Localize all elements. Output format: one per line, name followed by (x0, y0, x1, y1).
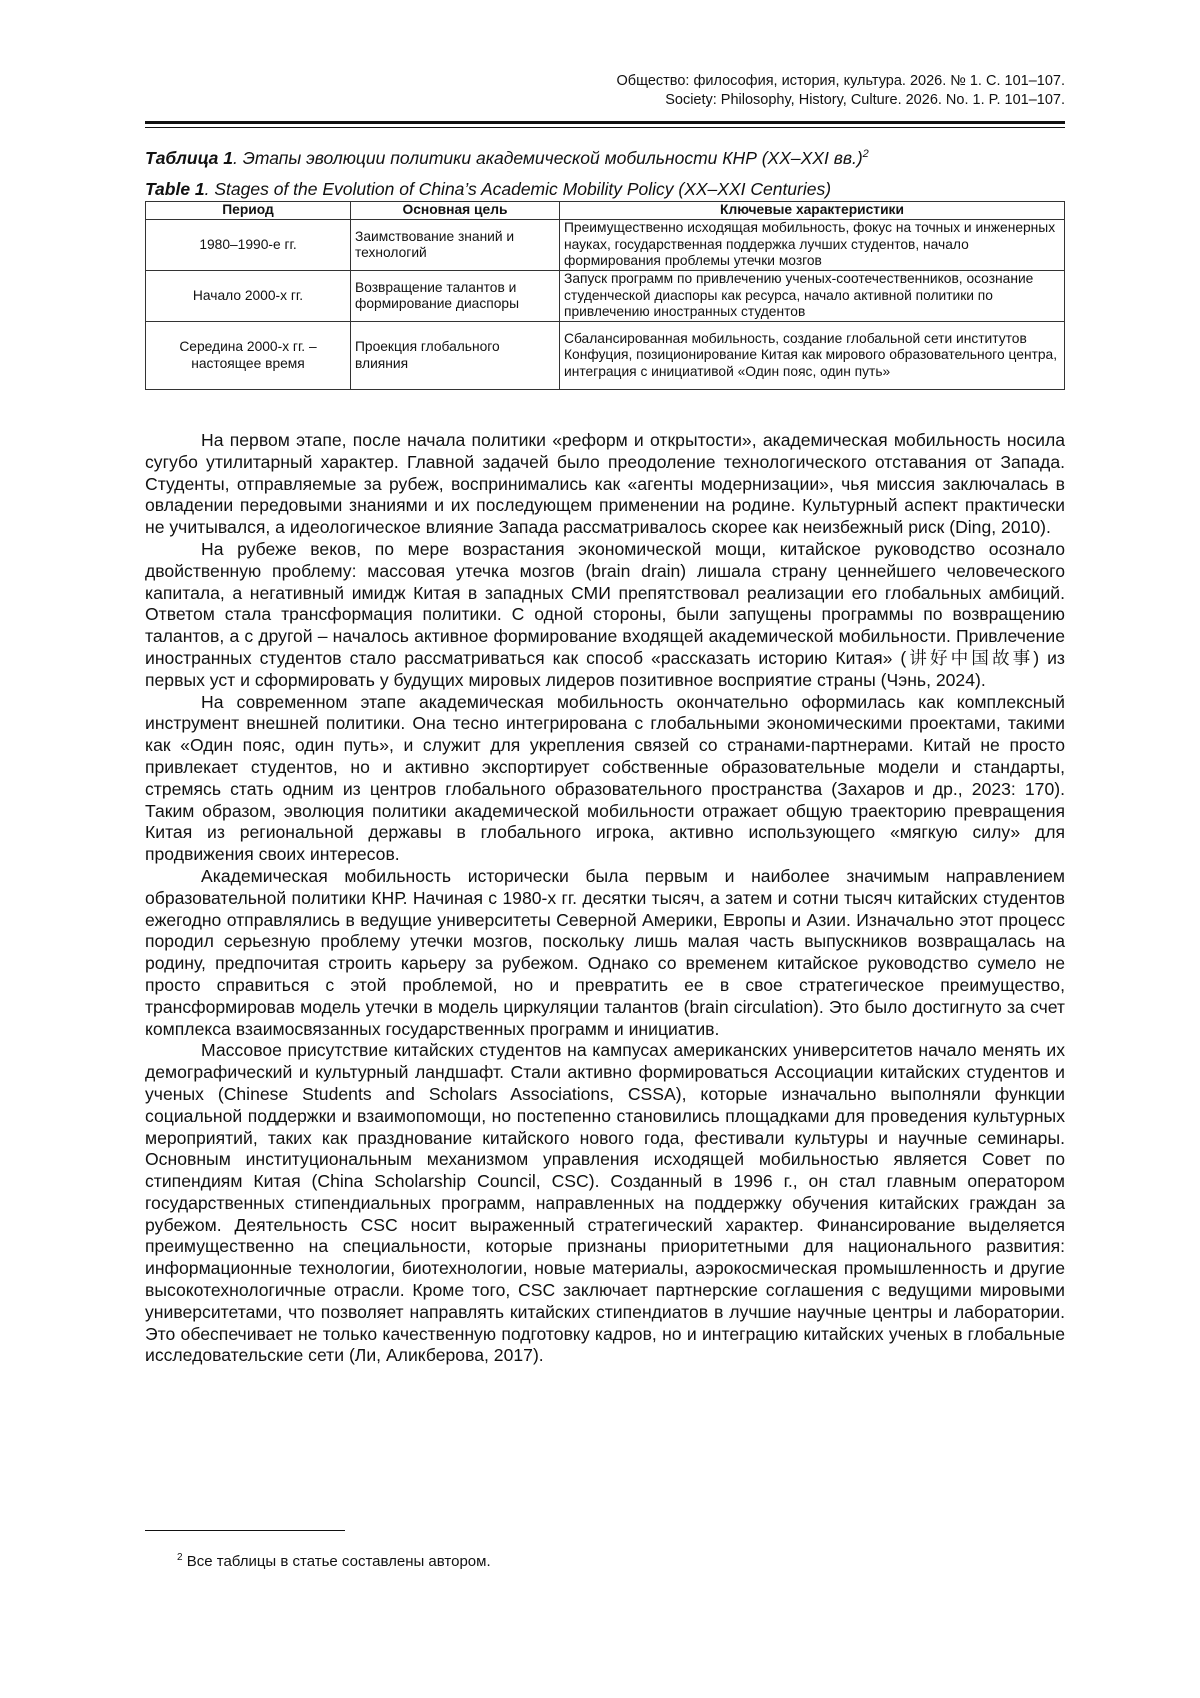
header-period: Период (146, 202, 351, 220)
table-caption-en (145, 178, 831, 200)
cell-period: 1980–1990-е гг. (146, 220, 351, 271)
running-head-en: Society: Philosophy, History, Culture. 2026. No. 1. P. 101–107. (665, 92, 1065, 108)
body-paragraph: Массовое присутствие китайских студентов на кампусах американских университетов начало менять их демографический и культурный ландшафт. Стали активно формироваться Ассоциации китайских студентов и ученых (Chinese Students and Scholars Associations, CSSA), которые изначально выполняли функции социальной поддержки и взаимопомощи, но постепенно становились площадками для проведения культурных мероприятий, таких как празднование китайского нового года, фестивали культуры и научные семинары. Основным институциональным механизмом управления исходящей мобильностью является Совет по стипендиям Китая (China Scholarship Council, CSC). Созданный в 1996 г., он стал главным оператором государственных стипендиальных программ, направленных на поддержку обучения китайских граждан за рубежом. Деятельность CSC носит выраженный стратегический характер. Финансирование выделяется преимущественно на специальности, которые признаны приоритетными для национального развития: информационные технологии, биотехнологии, новые материалы, аэрокосмическая промышленность и другие высокотехнологичные отрасли. Кроме того, CSC заключает партнерские соглашения с ведущими мировыми университетами, что позволяет направлять китайских стипендиатов в лучшие научные центры и лаборатории. Это обеспечивает не только качественную подготовку кадров, но и интеграцию китайских ученых в глобальные исследовательские сети (Ли, Аликберова, 2017). (145, 1040, 1065, 1366)
footnote-ref[interactable]: 2 (862, 148, 869, 160)
cell-goal: Проекция глобального влияния (351, 322, 560, 390)
body-paragraph: На первом этапе, после начала политики «реформ и открытости», академическая мобильность носила сугубо утилитарный характер. Главной задачей было преодоление технологического отставания от Запада. Студенты, отправляемые за рубеж, воспринимались как «агенты модернизации», чья миссия заключалась в овладении передовыми знаниями и их последующем применении на родине. Культурный аспект практически не учитывался, а идеологическое влияние Запада рассматривалось скорее как неизбежный риск (Ding, 2010). (145, 430, 1065, 538)
running-head (617, 72, 1066, 110)
cell-features: Сбалансированная мобильность, создание глобальной сети институтов Конфуция, позиционирование Китая как мирового образовательного центра, интеграция с инициативой «Один пояс, один путь» (560, 322, 1065, 390)
cell-goal: Заимствование знаний и технологий (351, 220, 560, 271)
cell-goal: Возвращение талантов и формирование диаспоры (351, 271, 560, 322)
header-rule-thick (145, 121, 1065, 124)
table-title-en: . Stages of the Evolution of China’s Academic Mobility Policy (XX–XXI Centuries) (204, 179, 832, 199)
cell-features: Преимущественно исходящая мобильность, фокус на точных и инженерных науках, государственная поддержка лучших студентов, начало формирования проблемы утечки мозгов (560, 220, 1065, 271)
body-paragraph: На рубеже веков, по мере возрастания экономической мощи, китайское руководство осознало двойственную проблему: массовая утечка мозгов (brain drain) лишала страну ценнейшего человеческого капитала, а негативный имидж Китая в западных СМИ препятствовал реализации его глобальных амбиций. Ответом стала трансформация политики. С одной стороны, были запущены программы по возвращению талантов, а с другой – началось активное формирование входящей академической мобильности. Привлечение иностранных студентов стало рассматриваться как способ «рассказать историю Китая» (讲好中国故事) из первых уст и сформировать у будущих мировых лидеров позитивное восприятие страны (Чэнь, 2024). (145, 538, 1065, 690)
header-goal: Основная цель (351, 202, 560, 220)
body-paragraph: На современном этапе академическая мобильность окончательно оформилась как комплексный инструмент внешней политики. Она тесно интегрирована с глобальными экономическими проектами, такими как «Один пояс, один путь», и служит для укрепления связей со странами-партнерами. Китай не просто привлекает студентов, но и активно экспортирует собственные образовательные модели и стандарты, стремясь стать одним из центров глобального образовательного пространства (Захаров и др., 2023: 170). Таким образом, эволюция политики академической мобильности отражает общую траекторию превращения Китая из региональной державы в глобального игрока, активно использующего «мягкую силу» для продвижения своих интересов. (145, 691, 1065, 865)
running-head-ru: Общество: философия, история, культура. 2026. № 1. С. 101–107. (616, 73, 1065, 89)
stages-table (145, 201, 1065, 390)
footnote-mark: 2 (177, 1552, 183, 1563)
footnote-text: Все таблицы в статье составлены автором. (186, 1553, 491, 1570)
body-paragraph: Академическая мобильность исторически была первым и наиболее значимым направлением образовательной политики КНР. Начиная с 1980-х гг. десятки тысяч, а затем и сотни тысяч китайских студентов ежегодно отправлялись в ведущие университеты Северной Америки, Европы и Азии. Изначально этот процесс породил серьезную проблему утечки мозгов, поскольку лишь малая часть выпускников возвращалась на родину, предпочитая строить карьеру за рубежом. Однако со временем китайское руководство сумело не просто справиться с этой проблемой, но и превратить ее в свое стратегическое преимущество, трансформировав модель утечки в модель циркуляции талантов (brain circulation). Это было достигнуто за счет комплекса взаимосвязанных государственных программ и инициатив. (145, 865, 1065, 1039)
table-label-ru: Таблица 1 (145, 147, 234, 168)
table-row (146, 322, 1065, 390)
footnote-rule (145, 1530, 345, 1531)
article-body (145, 430, 1065, 1367)
cell-features: Запуск программ по привлечению ученых-соотечественников, осознание студенческой диаспоры как ресурса, начало активной политики по привлечению иностранных студентов (560, 271, 1065, 322)
table-label-en: Table 1 (145, 179, 205, 199)
header-features: Ключевые характеристики (560, 202, 1065, 220)
header-rule-thin (145, 127, 1065, 128)
footnote (177, 1549, 491, 1571)
cell-period: Середина 2000-х гг. – настоящее время (146, 322, 351, 390)
cell-period: Начало 2000-х гг. (146, 271, 351, 322)
table-row (146, 220, 1065, 271)
table-header-row (146, 202, 1065, 220)
table-row (146, 271, 1065, 322)
table-title-ru: . Этапы эволюции политики академической мобильности КНР (XX–XXI вв.) (233, 147, 863, 168)
table-caption-ru (145, 143, 869, 169)
